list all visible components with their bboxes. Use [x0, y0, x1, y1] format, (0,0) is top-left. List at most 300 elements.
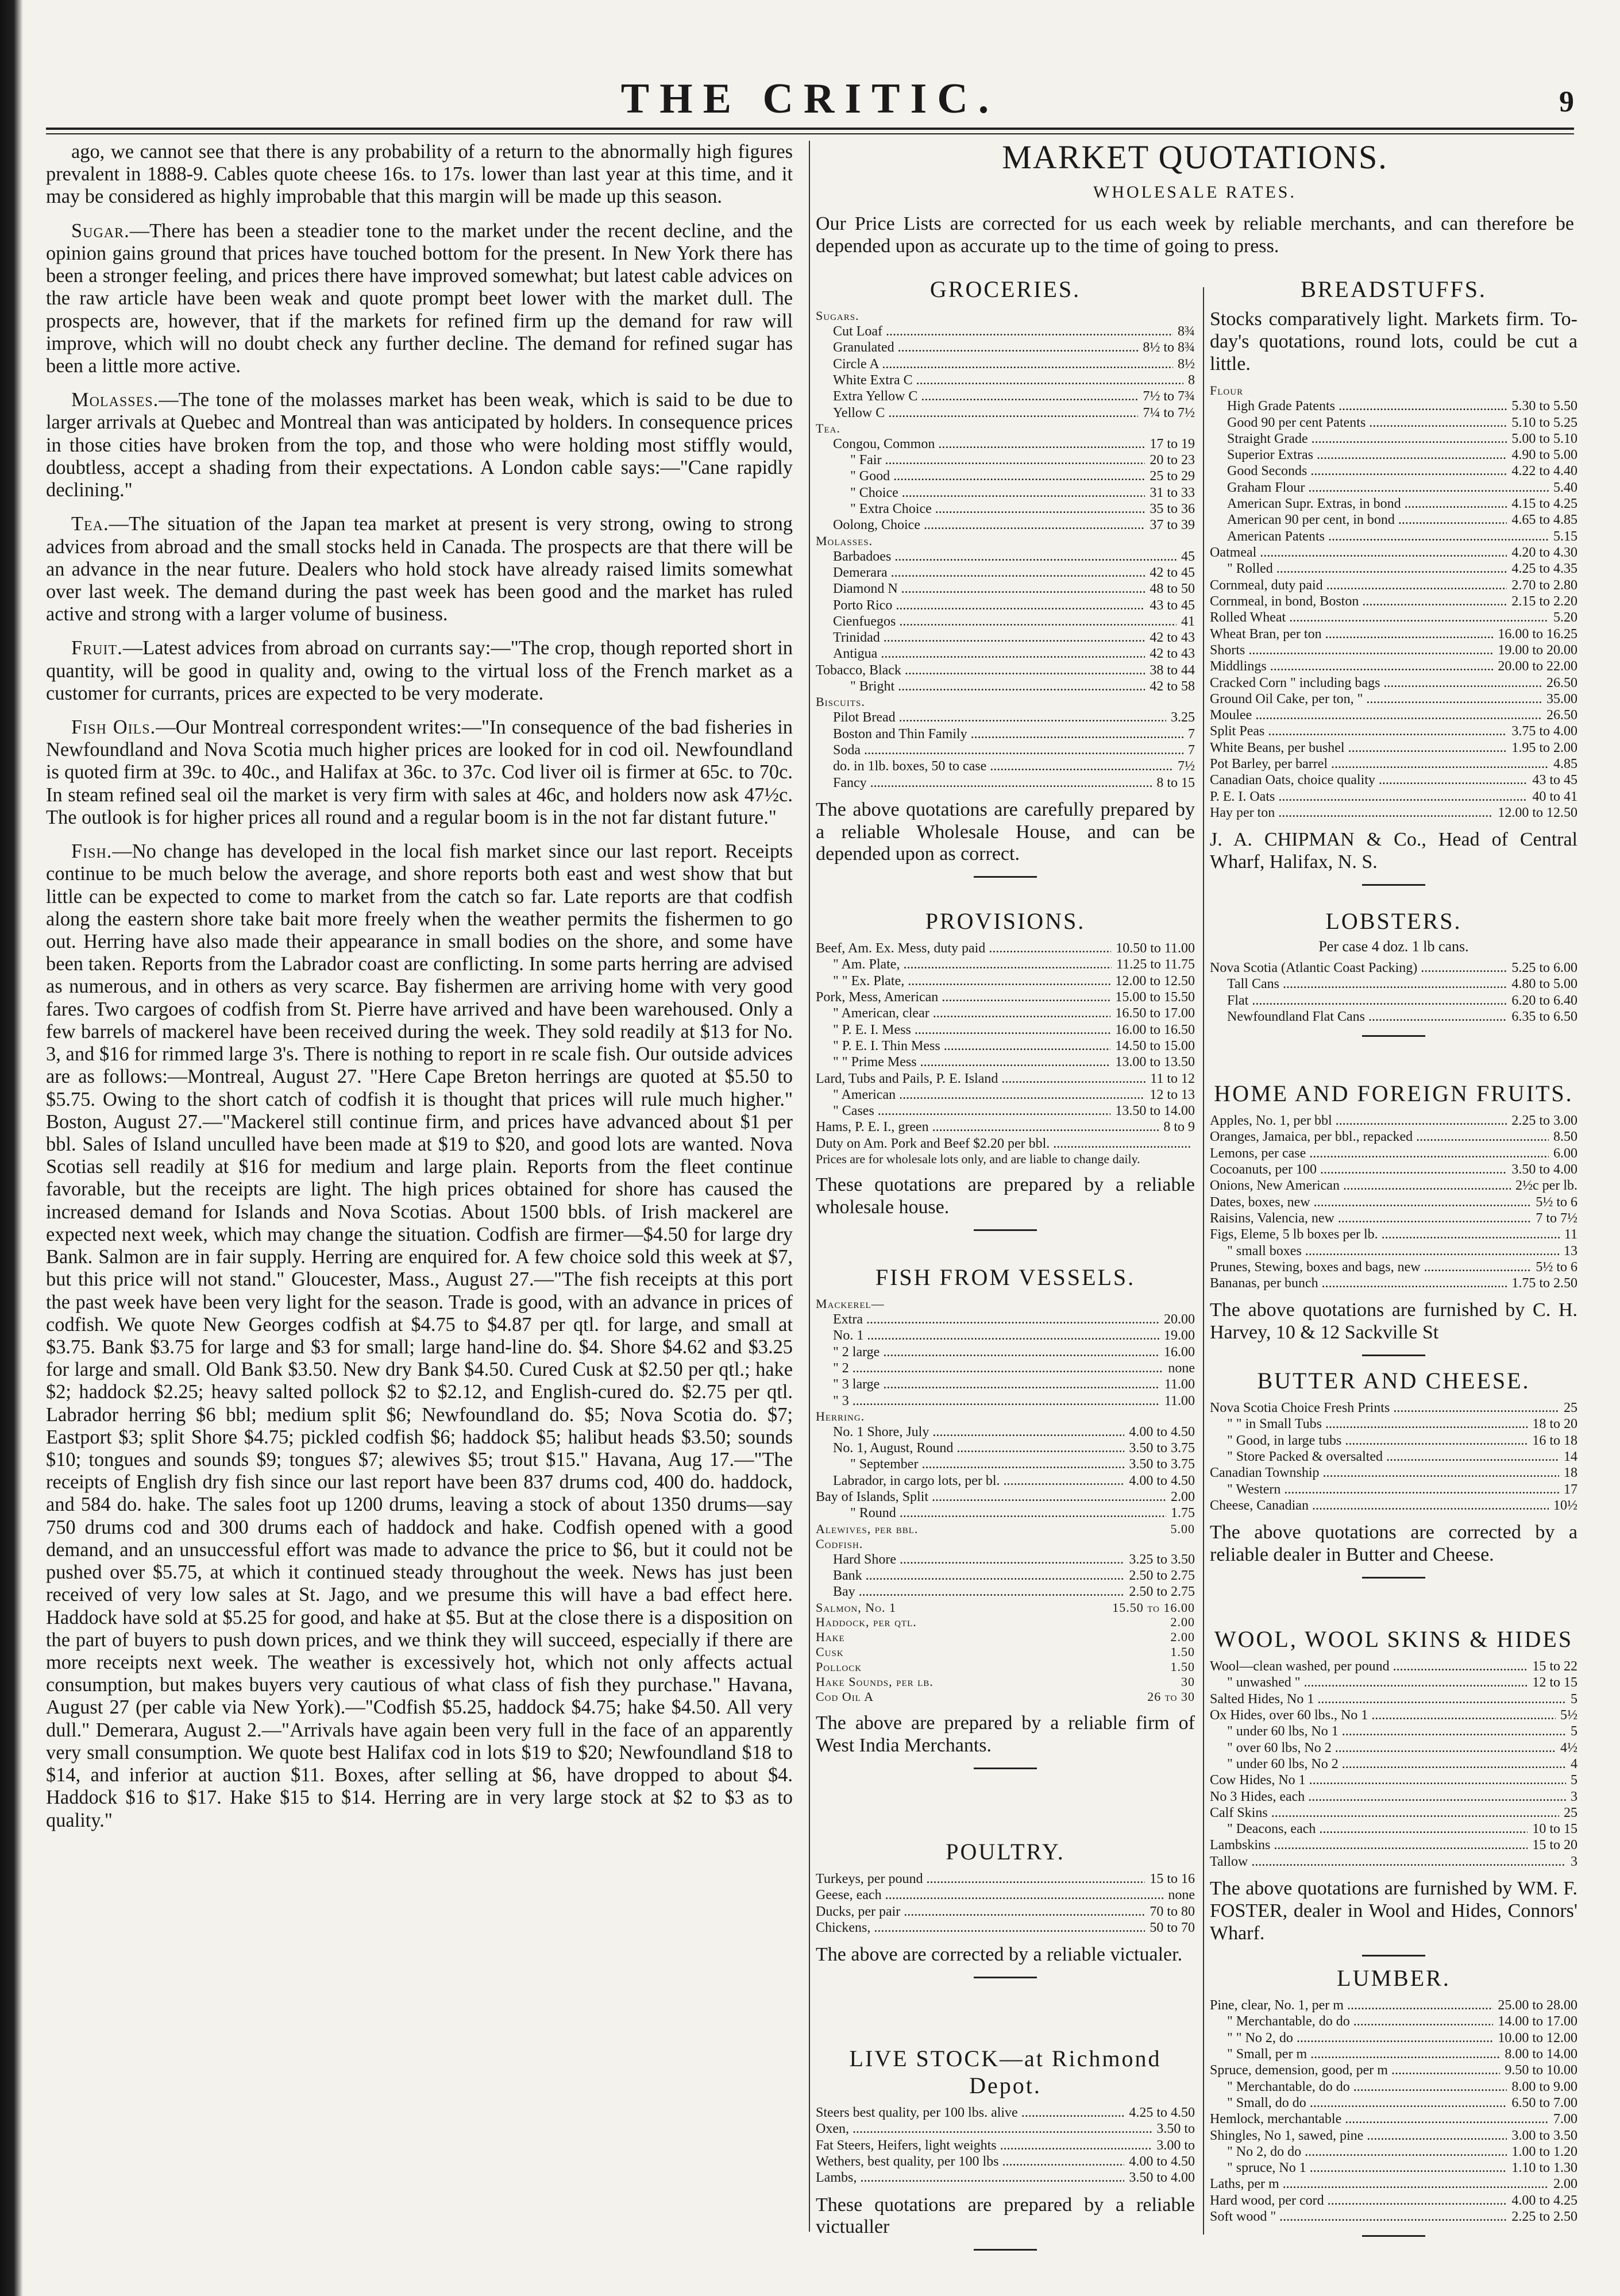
price-row — [816, 468, 1195, 484]
item-price: 30 — [1177, 1674, 1195, 1689]
section-note: These quotations are prepared by a reliable victualler — [816, 2194, 1195, 2238]
item-price: 15.50 to 16.00 — [1108, 1600, 1195, 1615]
price-row — [1210, 415, 1577, 431]
item-price: 13.50 to 14.00 — [1110, 1103, 1195, 1119]
price-row — [1210, 609, 1577, 626]
price-row — [1210, 740, 1577, 756]
section-title: PROVISIONS. — [925, 908, 1086, 934]
item-price: 1.50 — [1166, 1660, 1195, 1674]
item-price: 26 to 30 — [1143, 1689, 1195, 1704]
section-divider — [974, 1768, 1037, 1769]
item-label: Wool—clean washed, per pound ..... — [1210, 1658, 1528, 1674]
item-price: 48 to 50 — [1145, 581, 1195, 597]
item-label: Cow Hides, No 1 ..... — [1210, 1772, 1566, 1788]
item-label: Ground Oil Cake, per ton, " ..... — [1210, 691, 1542, 707]
price-row — [1210, 577, 1577, 593]
section-divider — [1362, 884, 1425, 886]
item-label: Canadian Township ..... — [1210, 1465, 1559, 1481]
price-row — [816, 2170, 1195, 2186]
item-price: 2.70 to 2.80 — [1507, 577, 1577, 593]
price-row — [816, 1871, 1195, 1887]
price-row — [1210, 2160, 1577, 2176]
item-label: Nova Scotia (Atlantic Coast Packing) ..... — [1210, 960, 1507, 976]
item-price: 7 — [1183, 726, 1195, 742]
item-price: 7¼ to 7½ — [1138, 405, 1195, 421]
section-title: WOOL, WOOL SKINS & HIDES — [1214, 1626, 1573, 1652]
price-row — [1210, 1449, 1577, 1465]
item-label: " " in Small Tubs ..... — [1210, 1416, 1528, 1432]
item-label: " " Prime Mess ..... — [816, 1054, 1110, 1070]
section-title: LOBSTERS. — [1325, 908, 1462, 934]
item-label: Newfoundland Flat Cans ..... — [1210, 1009, 1507, 1025]
item-price: 40 to 41 — [1528, 789, 1577, 805]
item-price: 8¾ — [1173, 323, 1195, 339]
item-price: 1.00 to 1.20 — [1507, 2144, 1577, 2160]
item-label: Graham Flour ..... — [1210, 480, 1549, 496]
item-price: 2.25 to 2.50 — [1507, 2209, 1577, 2225]
item-label: Straight Grade ..... — [1210, 431, 1507, 447]
item-price: 2.00 — [1549, 2176, 1577, 2192]
item-label: " American ..... — [816, 1087, 1145, 1103]
section-divider — [974, 1229, 1037, 1231]
paragraph-text: —There has been a steadier tone to the market under the recent decline, and the opinion gains ground that prices have touched bottom for the present. In New York there has been a stronger feeling, and prices there have improved somewhat; but latest cable advices on the raw article have been weak and quote prompt beet lower with the market dull. The prospects are, however, that if the markets for refined firm up the demand for raw will improve, which will no doubt check any further decline. The demand for refined sugar has been a little more active. — [46, 219, 793, 377]
item-label: Molasses. — [816, 533, 873, 548]
item-label: " under 60 lbs, No 2 ..... — [1210, 1756, 1566, 1772]
price-row — [1210, 431, 1577, 447]
item-label: Good Seconds ..... — [1210, 463, 1507, 479]
item-price: 1.10 to 1.30 — [1507, 2160, 1577, 2176]
item-label: " over 60 lbs, No 2 ..... — [1210, 1740, 1556, 1756]
price-row — [1210, 1805, 1577, 1821]
item-label: Circle A ..... — [816, 356, 1173, 372]
item-price: 4.15 to 4.25 — [1507, 496, 1577, 512]
item-price: 2.00 — [1166, 1489, 1195, 1505]
item-label: Pork, Mess, American ..... — [816, 989, 1110, 1005]
item-price: 42 to 45 — [1145, 565, 1195, 581]
item-price: 7.00 — [1549, 2111, 1577, 2127]
price-row — [816, 1920, 1195, 1936]
price-row — [816, 646, 1195, 662]
price-row — [816, 1552, 1195, 1568]
item-label: " " Ex. Plate, ..... — [816, 973, 1110, 989]
item-label: Bananas, per bunch ..... — [1210, 1275, 1507, 1291]
price-row — [1210, 1854, 1577, 1870]
item-label: Middlings ..... — [1210, 658, 1493, 674]
price-row — [1210, 1129, 1577, 1145]
item-label: Herring. — [816, 1409, 865, 1423]
item-label: Flat ..... — [1210, 993, 1507, 1009]
item-label: White Beans, per bushel ..... — [1210, 740, 1507, 756]
item-price: 1.75 — [1166, 1505, 1195, 1521]
price-row — [1210, 993, 1577, 1009]
section-note: The above are prepared by a reliable firm of West India Merchants. — [816, 1712, 1195, 1756]
price-row — [816, 1489, 1195, 1505]
price-row — [816, 1674, 1195, 1689]
price-row — [1210, 2062, 1577, 2078]
item-label: Pot Barley, per barrel ..... — [1210, 756, 1549, 772]
item-label: Haddock, per qtl. — [816, 1615, 917, 1630]
price-row — [816, 1645, 1195, 1660]
item-price: 3.50 to 4.00 — [1124, 2170, 1195, 2186]
item-label: " small boxes ..... — [1210, 1243, 1559, 1259]
paragraph-lead: Fruit. — [71, 637, 123, 659]
price-row — [1210, 1009, 1577, 1025]
item-price: 17 — [1559, 1481, 1577, 1498]
item-price: 31 to 33 — [1145, 485, 1195, 501]
item-price: 3.50 to 3.75 — [1124, 1456, 1195, 1472]
column-divider — [1203, 287, 1204, 2235]
item-price: 5½ to 6 — [1531, 1194, 1577, 1210]
price-row — [1210, 1789, 1577, 1805]
item-price: 16.00 to 16.25 — [1493, 626, 1577, 642]
item-label: Tall Cans ..... — [1210, 976, 1507, 992]
price-row — [1210, 561, 1577, 577]
item-label: Extra ..... — [816, 1311, 1159, 1328]
item-price: 5 — [1566, 1723, 1577, 1739]
item-label: " Merchantable, do do ..... — [1210, 2079, 1507, 2095]
price-row — [816, 940, 1195, 956]
price-row — [816, 1311, 1195, 1328]
masthead — [46, 75, 1574, 132]
price-row — [1210, 2176, 1577, 2192]
item-price: 5.10 to 5.25 — [1507, 415, 1577, 431]
price-row — [1210, 1837, 1577, 1853]
price-row — [816, 1360, 1195, 1376]
item-price: 16.00 — [1159, 1344, 1195, 1360]
item-label: Labrador, in cargo lots, per bl. ..... — [816, 1473, 1124, 1489]
price-row — [1210, 496, 1577, 512]
item-label: Oxen, ..... — [816, 2121, 1152, 2137]
item-price: 45 — [1177, 549, 1195, 565]
item-label: Lemons, per case ..... — [1210, 1145, 1549, 1161]
item-label: Lard, Tubs and Pails, P. E. Island ..... — [816, 1071, 1145, 1087]
item-label: Cocoanuts, per 100 ..... — [1210, 1161, 1507, 1178]
item-label: " Good ..... — [816, 468, 1145, 484]
item-price: 4.00 to 4.50 — [1124, 1424, 1195, 1440]
item-price: 7 — [1183, 742, 1195, 758]
item-price: 2.00 — [1166, 1615, 1195, 1630]
item-label: Sugars. — [816, 308, 859, 323]
item-label: Cut Loaf ..... — [816, 323, 1173, 339]
price-row — [1210, 480, 1577, 496]
price-row — [816, 956, 1195, 973]
scan-edge — [0, 0, 23, 2296]
item-label: Duty on Am. Pork and Beef $2.20 per bbl. ..... — [816, 1136, 1190, 1152]
price-row — [816, 1584, 1195, 1600]
item-label: Hard wood, per cord ..... — [1210, 2193, 1507, 2209]
item-price: 20 to 23 — [1145, 452, 1195, 468]
price-row — [816, 1568, 1195, 1584]
item-price: 6.50 to 7.00 — [1507, 2095, 1577, 2111]
section-note: These quotations are prepared by a reliable wholesale house. — [816, 1174, 1195, 1218]
section-note: The above are corrected by a reliable victualer. — [816, 1944, 1183, 1966]
price-row — [1210, 1465, 1577, 1481]
section-title: BUTTER AND CHEESE. — [1257, 1368, 1530, 1394]
section-note: The above quotations are carefully prepared by a reliable Wholesale House, and can be depended upon as correct. — [816, 798, 1195, 865]
item-label: Beef, Am. Ex. Mess, duty paid ..... — [816, 940, 1111, 956]
item-label: " " No 2, do ..... — [1210, 2030, 1493, 2046]
price-row — [816, 2121, 1195, 2137]
item-label: " 3 large ..... — [816, 1376, 1160, 1392]
item-label: Hake Sounds, per lb. — [816, 1674, 934, 1689]
item-price: 3.25 to 3.50 — [1124, 1552, 1195, 1568]
item-price: 8 — [1183, 372, 1195, 388]
price-row — [1210, 1416, 1577, 1432]
item-label: Bay of Islands, Split ..... — [816, 1489, 1166, 1505]
item-label: Pollock — [816, 1660, 862, 1674]
section-title: LIVE STOCK—at Richmond Depot. — [849, 2046, 1162, 2098]
section-divider — [1362, 1035, 1425, 1037]
item-label: Tallow ..... — [1210, 1854, 1566, 1870]
masthead-rule — [46, 128, 1574, 134]
price-row — [1210, 1707, 1577, 1723]
item-label: " spruce, No 1 ..... — [1210, 2160, 1507, 2176]
item-label: Moulee ..... — [1210, 707, 1542, 723]
item-label: Alewives, per bbl. — [816, 1521, 919, 1536]
article-paragraph — [46, 716, 793, 829]
price-row — [1210, 1658, 1577, 1674]
price-row — [816, 1119, 1195, 1135]
item-label: " Am. Plate, ..... — [816, 956, 1112, 973]
section-title: POULTRY. — [946, 1839, 1065, 1865]
price-row — [816, 339, 1195, 356]
price-row — [1210, 1145, 1577, 1161]
price-row — [816, 742, 1195, 758]
item-price: 15 to 22 — [1528, 1658, 1577, 1674]
item-price: 4½ — [1556, 1740, 1577, 1756]
item-price: 25.00 to 28.00 — [1493, 1997, 1577, 2013]
price-row — [816, 436, 1195, 452]
item-label: " 2 large ..... — [816, 1344, 1159, 1360]
item-price: 3.00 to — [1152, 2137, 1195, 2154]
item-label: Barbadoes ..... — [816, 549, 1177, 565]
price-row — [816, 1424, 1195, 1440]
article-paragraph — [46, 637, 793, 705]
price-row — [1210, 2079, 1577, 2095]
item-price: 6.35 to 6.50 — [1507, 1009, 1577, 1025]
price-row — [1210, 707, 1577, 723]
item-label: Granulated ..... — [816, 339, 1138, 356]
item-label: Ducks, per pair ..... — [816, 1904, 1145, 1920]
item-price: 8 to 9 — [1159, 1119, 1195, 1135]
item-price: 12 to 15 — [1528, 1674, 1577, 1691]
fish-section — [816, 1264, 1195, 1769]
price-row — [1210, 2013, 1577, 2029]
item-label: Lambskins ..... — [1210, 1837, 1528, 1853]
price-row — [1210, 2046, 1577, 2062]
price-row — [816, 1630, 1195, 1645]
item-label: Figs, Eleme, 5 lb boxes per lb. ..... — [1210, 1226, 1560, 1242]
lumber-section — [1210, 1965, 1577, 2237]
item-label: Hemlock, merchantable ..... — [1210, 2111, 1549, 2127]
item-label: Salmon, No. 1 — [816, 1600, 896, 1615]
price-row — [816, 1615, 1195, 1630]
wool-section — [1210, 1626, 1577, 1957]
item-label: Rolled Wheat ..... — [1210, 609, 1549, 626]
price-row — [1210, 626, 1577, 642]
article-paragraph — [46, 389, 793, 501]
item-label: " Merchantable, do do ..... — [1210, 2013, 1493, 2029]
item-price: 11 to 12 — [1145, 1071, 1195, 1087]
item-label: Demerara ..... — [816, 565, 1145, 581]
price-row — [1210, 1433, 1577, 1449]
item-price: 4 — [1566, 1756, 1577, 1772]
item-label: " Cases ..... — [816, 1103, 1110, 1119]
item-label: Soda ..... — [816, 742, 1183, 758]
item-label: Prunes, Stewing, boxes and bags, new ..... — [1210, 1259, 1531, 1275]
price-row — [1210, 1498, 1577, 1514]
item-label: Hard Shore ..... — [816, 1552, 1124, 1568]
price-row — [816, 597, 1195, 613]
price-row — [816, 1393, 1195, 1409]
item-price: 5.30 to 5.50 — [1507, 398, 1577, 414]
item-price: 20.00 — [1159, 1311, 1195, 1328]
item-price: 35.00 — [1542, 691, 1577, 707]
item-price: 5.40 — [1549, 480, 1577, 496]
item-label: Apples, No. 1, per bbl ..... — [1210, 1113, 1507, 1129]
price-row — [816, 662, 1195, 678]
paragraph-lead: Fish Oils. — [71, 716, 156, 739]
price-row — [816, 2137, 1195, 2154]
item-price: 12.00 to 12.50 — [1493, 805, 1577, 821]
item-price: 11.00 — [1160, 1376, 1195, 1392]
price-row — [816, 694, 1195, 709]
item-price: 5.20 — [1549, 609, 1577, 626]
item-price: 15 to 16 — [1145, 1871, 1195, 1887]
item-price: 1.75 to 2.50 — [1507, 1275, 1577, 1291]
price-row — [816, 1689, 1195, 1704]
article-paragraph — [46, 840, 793, 1832]
paragraph-text: ago, we cannot see that there is any probability of a return to the abnormally high figures prevalent in 1888-9. Cables quote cheese 16s. to 17s. lower than last year at this time, and it may be considered as highly improbable that this margin will be made up this season. — [46, 141, 793, 208]
item-price: 42 to 58 — [1145, 678, 1195, 694]
price-row — [816, 1054, 1195, 1070]
price-row — [1210, 1210, 1577, 1226]
price-row — [1210, 1691, 1577, 1707]
price-row — [1210, 1259, 1577, 1275]
section-divider — [1362, 1577, 1425, 1579]
price-row — [816, 1103, 1195, 1119]
item-label: Cusk — [816, 1645, 844, 1660]
paragraph-text: —Latest advices from abroad on currants say:—"The crop, though reported short in quantity, will be good in quality and, owing to the virtual loss of the French market as a customer for currants, prices are expected to be very moderate. — [46, 637, 793, 704]
price-row — [816, 973, 1195, 989]
price-row — [816, 1344, 1195, 1360]
price-row — [816, 1136, 1195, 1152]
market-subtitle: WHOLESALE RATES. — [1093, 183, 1297, 202]
item-price: 4.00 to 4.50 — [1124, 2154, 1195, 2170]
price-row — [816, 1456, 1195, 1472]
item-price: 4.80 to 5.00 — [1507, 976, 1577, 992]
item-label: " 3 ..... — [816, 1393, 1160, 1409]
price-row — [816, 726, 1195, 742]
price-row — [816, 388, 1195, 404]
item-price: 5½ — [1556, 1707, 1577, 1723]
item-price: 18 — [1559, 1465, 1577, 1481]
item-label: Cracked Corn " including bags ..... — [1210, 675, 1542, 691]
price-row — [816, 549, 1195, 565]
item-price: 11.25 to 11.75 — [1112, 956, 1195, 973]
price-row — [1210, 512, 1577, 528]
item-label: Lambs, ..... — [816, 2170, 1124, 2186]
price-row — [816, 1440, 1195, 1456]
price-row — [816, 1887, 1195, 1903]
price-row — [816, 2154, 1195, 2170]
item-price: 4.25 to 4.50 — [1124, 2105, 1195, 2121]
price-row — [1210, 691, 1577, 707]
item-price: 20.00 to 22.00 — [1493, 658, 1577, 674]
item-label: " Small, per m ..... — [1210, 2046, 1500, 2062]
item-price: 42 to 43 — [1145, 630, 1195, 646]
item-label: " 2 ..... — [816, 1360, 1163, 1376]
item-label: Oatmeal ..... — [1210, 545, 1507, 561]
price-row — [816, 613, 1195, 630]
item-price: none — [1163, 1360, 1195, 1376]
price-row — [816, 405, 1195, 421]
item-label: White Extra C ..... — [816, 372, 1183, 388]
item-label: " Extra Choice ..... — [816, 501, 1145, 517]
item-label: " Round ..... — [816, 1505, 1166, 1521]
price-row — [1210, 2030, 1577, 2046]
price-row — [1210, 1481, 1577, 1498]
price-row — [816, 1473, 1195, 1489]
market-title: MARKET QUOTATIONS. — [1002, 138, 1388, 176]
item-price: 13.00 to 13.50 — [1110, 1054, 1195, 1070]
paragraph-lead: Molasses. — [71, 389, 159, 411]
section-note: The above quotations are corrected by a reliable dealer in Butter and Cheese. — [1210, 1522, 1577, 1565]
item-price: 3.00 to 3.50 — [1507, 2128, 1577, 2144]
item-label: Oranges, Jamaica, per bbl., repacked ..... — [1210, 1129, 1549, 1145]
price-row — [1210, 723, 1577, 739]
item-label: Fat Steers, Heifers, light weights ..... — [816, 2137, 1152, 2154]
item-label: Bay ..... — [816, 1584, 1124, 1600]
price-row — [816, 1328, 1195, 1344]
price-row — [816, 989, 1195, 1005]
article-paragraph — [46, 513, 793, 626]
item-label: Cornmeal, duty paid ..... — [1210, 577, 1507, 593]
section-title: BREADSTUFFS. — [1301, 276, 1487, 302]
item-price: 6.20 to 6.40 — [1507, 993, 1577, 1009]
item-label: Boston and Thin Family ..... — [816, 726, 1183, 742]
item-label: Cheese, Canadian ..... — [1210, 1498, 1549, 1514]
price-row — [1210, 789, 1577, 805]
item-price: 3.50 to 3.75 — [1124, 1440, 1195, 1456]
column-divider — [809, 141, 810, 2232]
item-price: 7½ to 7¾ — [1138, 388, 1195, 404]
section-title: LUMBER. — [1337, 1965, 1451, 1991]
item-price: 8.00 to 14.00 — [1500, 2046, 1577, 2062]
left-article-column — [46, 141, 793, 2237]
lobsters-section — [1210, 908, 1577, 1037]
item-label: Hams, P. E. I., green ..... — [816, 1119, 1159, 1135]
paragraph-lead: Tea. — [71, 513, 109, 535]
item-price: 5 — [1566, 1691, 1577, 1707]
item-price: 14.00 to 17.00 — [1493, 2013, 1577, 2029]
item-label: Fancy ..... — [816, 775, 1152, 791]
item-price: 7½ — [1173, 758, 1195, 774]
item-label: Raisins, Valencia, new ..... — [1210, 1210, 1531, 1226]
item-label: American Supr. Extras, in bond ..... — [1210, 496, 1507, 512]
item-price: 19.00 — [1159, 1328, 1195, 1344]
price-row — [816, 1600, 1195, 1615]
item-label: Pine, clear, No. 1, per m ..... — [1210, 1997, 1493, 2013]
fruits-section — [1210, 1080, 1577, 1356]
item-label: " Choice ..... — [816, 485, 1145, 501]
butter-section — [1210, 1367, 1577, 1579]
item-label: " Small, do do ..... — [1210, 2095, 1507, 2111]
price-row — [1210, 1113, 1577, 1129]
item-price: 8½ — [1173, 356, 1195, 372]
price-row — [816, 1660, 1195, 1674]
item-price: 4.00 to 4.25 — [1507, 2193, 1577, 2209]
